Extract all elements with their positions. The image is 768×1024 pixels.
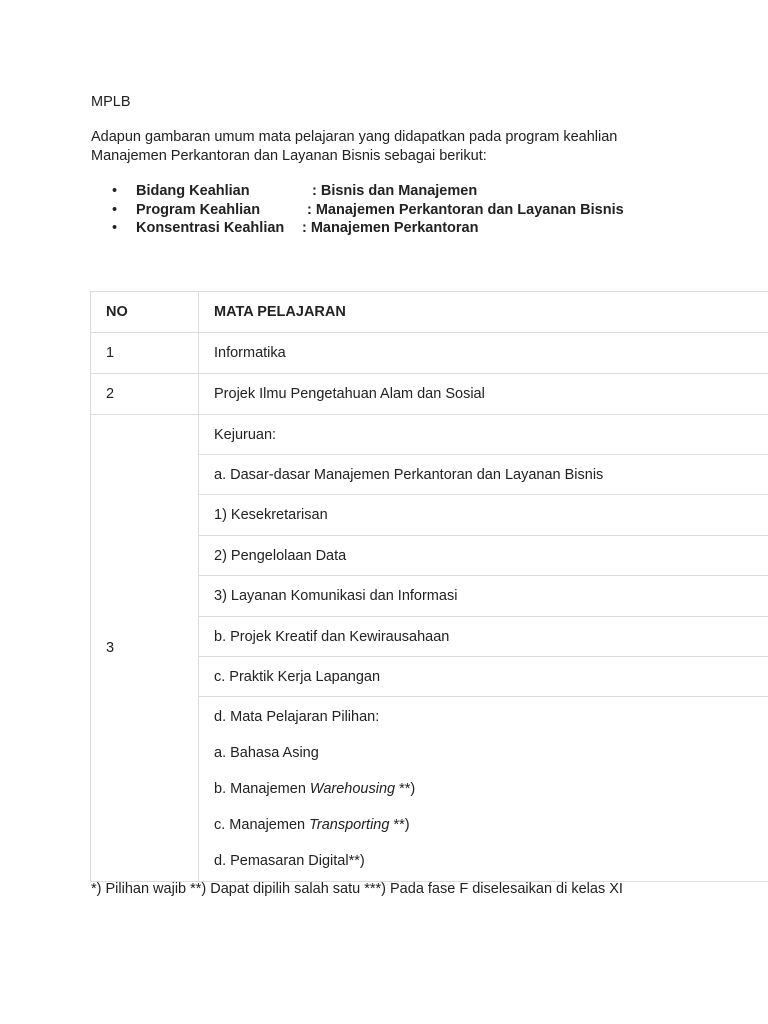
option-italic-text: Warehousing [309,781,396,797]
list-item [110,219,624,238]
row-subject: Projek Ilmu Pengetahuan Alam dan Sosial [214,386,485,402]
electives-cell [199,697,768,881]
option-text: d. Pemasaran Digital**) [214,853,365,869]
header-subject: MATA PELAJARAN [214,304,346,320]
subject-subrow: Kejuruan: [199,415,768,455]
intro-paragraph: Adapun gambaran umum mata pelajaran yang didapatkan pada program keahlian Manajemen Perkantoran dan Layanan Bisnis sebagai berikut: [91,129,618,164]
subject-subrow: 1) Kesekretarisan [199,495,768,536]
bullet-key: Konsentrasi Keahlian [136,220,285,236]
program-info-list [110,182,624,238]
elective-option [214,779,768,815]
subject-subrows [199,415,768,881]
subject-subrow: a. Dasar-dasar Manajemen Perkantoran dan Layanan Bisnis [199,455,768,495]
bullet-key: Bidang Keahlian [136,183,250,199]
table-row [91,374,768,415]
bullet-value: : Bisnis dan Manajemen [312,183,478,199]
row-subject: Informatika [214,345,286,361]
subject-subrow: c. Praktik Kerja Lapangan [199,657,768,697]
subject-subrow: b. Projek Kreatif dan Kewirausahaan [199,617,768,657]
page-heading: MPLB [91,94,131,110]
option-text: c. Manajemen [214,817,310,833]
bullet-value: : Manajemen Perkantoran dan Layanan Bisnis [307,201,624,218]
bullet-value: : Manajemen Perkantoran [302,220,479,236]
bullet-key: Program Keahlian [136,201,261,218]
row-no: 1 [91,333,199,373]
footnote: *) Pilihan wajib **) Dapat dipilih salah satu ***) Pada fase F diselesaikan di kelas XI [91,881,623,897]
row-no: 2 [91,374,199,414]
list-item [110,182,624,201]
elective-option [214,815,768,851]
elective-option [214,851,768,873]
subject-subrow: 3) Layanan Komunikasi dan Informasi [199,576,768,617]
elective-option [214,743,768,779]
option-suffix: **) [389,817,410,833]
table-header-row [91,292,768,333]
electives-title: d. Mata Pelajaran Pilihan: [214,709,380,725]
option-text: a. Bahasa Asing [214,745,319,761]
option-italic-text: Transporting [309,817,390,833]
subjects-table [90,291,768,882]
subject-subrow: 2) Pengelolaan Data [199,536,768,576]
option-text: b. Manajemen [214,781,310,797]
row-no: 3 [91,415,199,881]
header-no: NO [91,292,199,332]
list-item [110,201,624,220]
table-row-group [91,415,768,882]
table-row [91,333,768,374]
option-suffix: **) [395,781,416,797]
